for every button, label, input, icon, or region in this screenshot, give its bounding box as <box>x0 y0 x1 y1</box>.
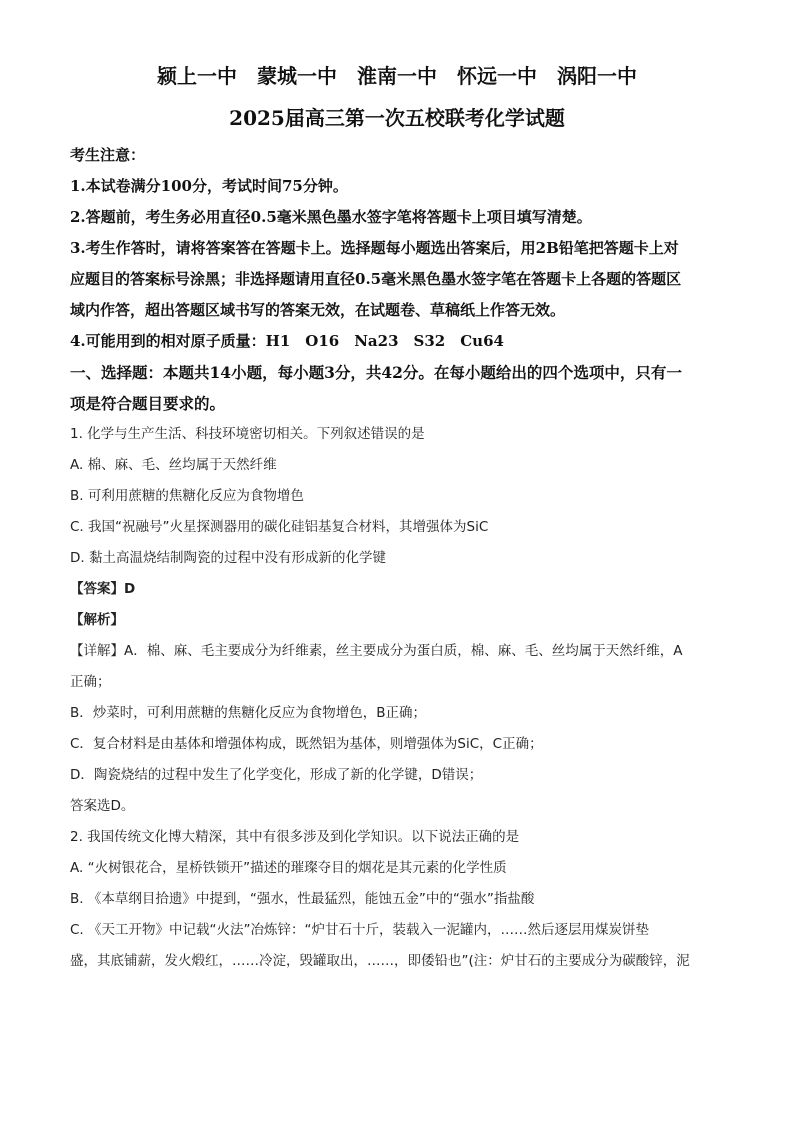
question-content <box>70 419 724 977</box>
section-heading <box>70 357 724 419</box>
school-names: 颍上一中 蒙城一中 淮南一中 怀远一中 涡阳一中 <box>157 64 637 88</box>
question-1-option-a: A. 棉、麻、毛、丝均属于天然纤维 <box>70 457 277 473</box>
exam-title: 2025届高三第一次五校联考化学试题 <box>229 106 565 130</box>
question-2-option-a: A. “火树银花合，星桥铁锁开”描述的璀璨夺目的烟花是其元素的化学性质 <box>70 860 507 876</box>
analysis-label: 【解析】 <box>70 612 124 628</box>
note-line: 应题目的答案标号涂黑；非选择题请用直径0.5毫米黑色墨水签字笔在答题卡上各题的答题区 <box>70 270 682 288</box>
answer-label: 【答案】D <box>70 581 136 597</box>
question-1-option-b: B. 可利用蔗糖的焦糖化反应为食物增色 <box>70 488 304 504</box>
question-2-option-b: B. 《本草纲目拾遗》中提到，“强水，性最猛烈，能蚀五金”中的“强水”指盐酸 <box>70 891 535 907</box>
explanation-line: 【详解】A．棉、麻、毛主要成分为纤维素，丝主要成分为蛋白质，棉、麻、毛、丝均属于天然纤维，A <box>70 643 683 659</box>
question-1-stem: 1. 化学与生产生活、科技环境密切相关。下列叙述错误的是 <box>70 426 425 442</box>
explanation-line: B．炒菜时，可利用蔗糖的焦糖化反应为食物增色，B正确； <box>70 705 427 721</box>
explanation-line: 正确； <box>70 674 111 690</box>
note-line: 域内作答，超出答题区域书写的答案无效，在试题卷、草稿纸上作答无效。 <box>70 301 566 319</box>
note-line: 3.考生作答时，请将答案答在答题卡上。选择题每小题选出答案后，用2B铅笔把答题卡上对 <box>70 239 679 257</box>
question-2-option-c: C. 《天工开物》中记载“火法”冶炼锌：“炉甘石十斤，装载入一泥罐内，……然后逐层用煤炭饼垫 <box>70 922 649 938</box>
section-line: 项是符合题目要求的。 <box>70 394 226 413</box>
question-1-option-c: C. 我国“祝融号”火星探测器用的碳化硅铝基复合材料，其增强体为SiC <box>70 519 489 535</box>
question-1-option-d: D. 黏土高温烧结制陶瓷的过程中没有形成新的化学键 <box>70 550 386 566</box>
note-line: 4.可能用到的相对原子质量：H1 O16 Na23 S32 Cu64 <box>70 332 504 350</box>
exam-notes <box>70 140 724 357</box>
answer-choice-line: 答案选D。 <box>70 798 135 814</box>
question-2-option-c-cont: 盛，其底铺薪，发火煅红，……冷淀，毁罐取出，……，即倭铅也”(注：炉甘石的主要成分为碳酸锌，泥 <box>70 953 690 969</box>
question-2-stem: 2. 我国传统文化博大精深，其中有很多涉及到化学知识。以下说法正确的是 <box>70 829 520 845</box>
explanation-line: D．陶瓷烧结的过程中发生了化学变化，形成了新的化学键，D错误； <box>70 767 483 783</box>
explanation-line: C．复合材料是由基体和增强体构成，既然铝为基体，则增强体为SiC，C正确； <box>70 736 543 752</box>
note-line: 1.本试卷满分100分，考试时间75分钟。 <box>70 177 348 195</box>
notes-heading: 考生注意： <box>70 146 146 164</box>
section-line: 一、选择题：本题共14小题，每小题3分，共42分。在每小题给出的四个选项中，只有一 <box>70 363 682 382</box>
note-line: 2.答题前，考生务必用直径0.5毫米黑色墨水签字笔将答题卡上项目填写清楚。 <box>70 208 592 226</box>
